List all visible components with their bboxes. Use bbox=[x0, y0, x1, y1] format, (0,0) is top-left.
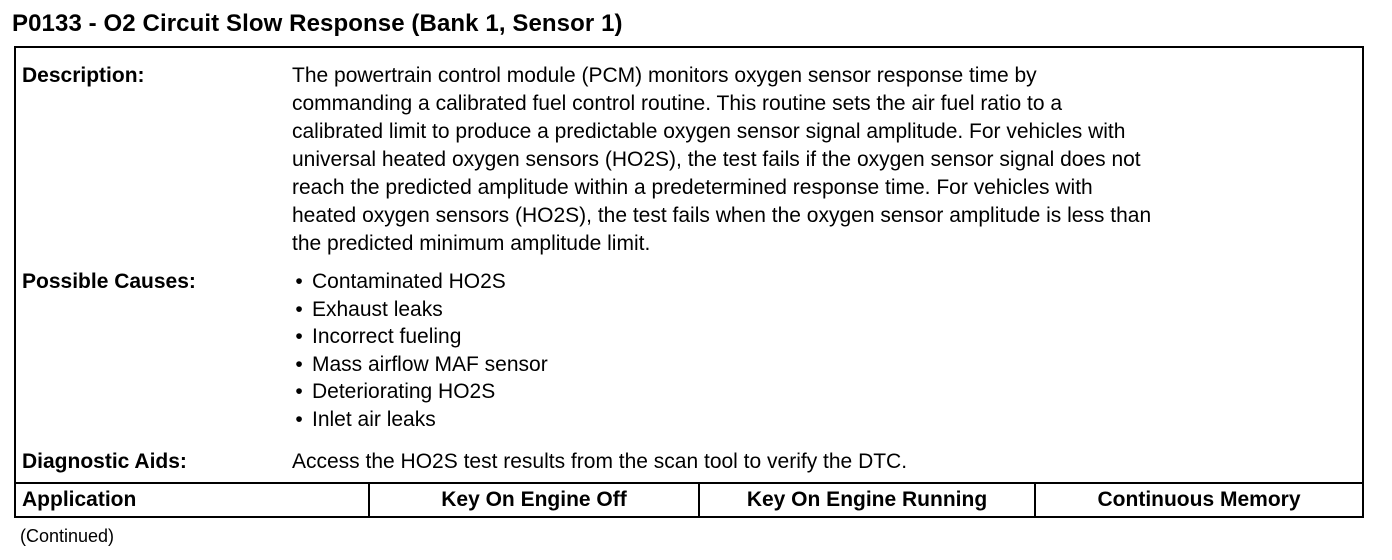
list-item bbox=[286, 406, 548, 434]
bullet-icon: • bbox=[295, 407, 303, 431]
bullet-icon: • bbox=[295, 325, 303, 349]
page-title: P0133 - O2 Circuit Slow Response (Bank 1, Sensor 1) bbox=[12, 10, 623, 37]
description-line: reach the predicted amplitude within a predetermined response time. For vehicles with bbox=[292, 176, 1093, 199]
possible-causes-list bbox=[286, 268, 548, 434]
possible-causes-label: Possible Causes: bbox=[22, 270, 196, 293]
cause-text: Mass airflow MAF sensor bbox=[312, 352, 548, 376]
description-line: universal heated oxygen sensors (HO2S), the test fails if the oxygen sensor signal does not bbox=[292, 148, 1141, 171]
list-item bbox=[286, 268, 548, 296]
list-item bbox=[286, 323, 548, 351]
cause-text: Exhaust leaks bbox=[312, 297, 443, 321]
description-line: the predicted minimum amplitude limit. bbox=[292, 232, 651, 255]
description-line: calibrated limit to produce a predictable oxygen sensor signal amplitude. For vehicles with bbox=[292, 120, 1126, 143]
description-line: The powertrain control module (PCM) monitors oxygen sensor response time by bbox=[292, 64, 1037, 87]
description-line: heated oxygen sensors (HO2S), the test fails when the oxygen sensor amplitude is less than bbox=[292, 204, 1152, 227]
cause-text: Incorrect fueling bbox=[312, 325, 462, 349]
bullet-icon: • bbox=[295, 380, 303, 404]
list-item bbox=[286, 296, 548, 324]
continuous-memory-header: Continuous Memory bbox=[1034, 484, 1362, 516]
bullet-icon: • bbox=[295, 352, 303, 376]
description-label: Description: bbox=[22, 64, 145, 87]
cause-text: Contaminated HO2S bbox=[312, 270, 506, 293]
key-on-engine-running-header: Key On Engine Running bbox=[698, 484, 1034, 516]
application-row bbox=[16, 482, 1362, 516]
list-item bbox=[286, 351, 548, 379]
list-item bbox=[286, 378, 548, 406]
bullet-icon: • bbox=[295, 297, 303, 321]
application-header: Application bbox=[22, 488, 137, 511]
continued-note: (Continued) bbox=[20, 526, 115, 546]
dtc-info-table bbox=[14, 46, 1364, 518]
cause-text: Inlet air leaks bbox=[312, 407, 436, 431]
cause-text: Deteriorating HO2S bbox=[312, 380, 496, 404]
bullet-icon: • bbox=[295, 270, 303, 293]
key-on-engine-off-header: Key On Engine Off bbox=[368, 484, 698, 516]
diagnostic-aids-text: Access the HO2S test results from the scan tool to verify the DTC. bbox=[292, 450, 908, 473]
description-text bbox=[292, 62, 1357, 258]
description-line: commanding a calibrated fuel control routine. This routine sets the air fuel ratio to a bbox=[292, 92, 1063, 115]
diagnostic-aids-label: Diagnostic Aids: bbox=[22, 450, 187, 473]
